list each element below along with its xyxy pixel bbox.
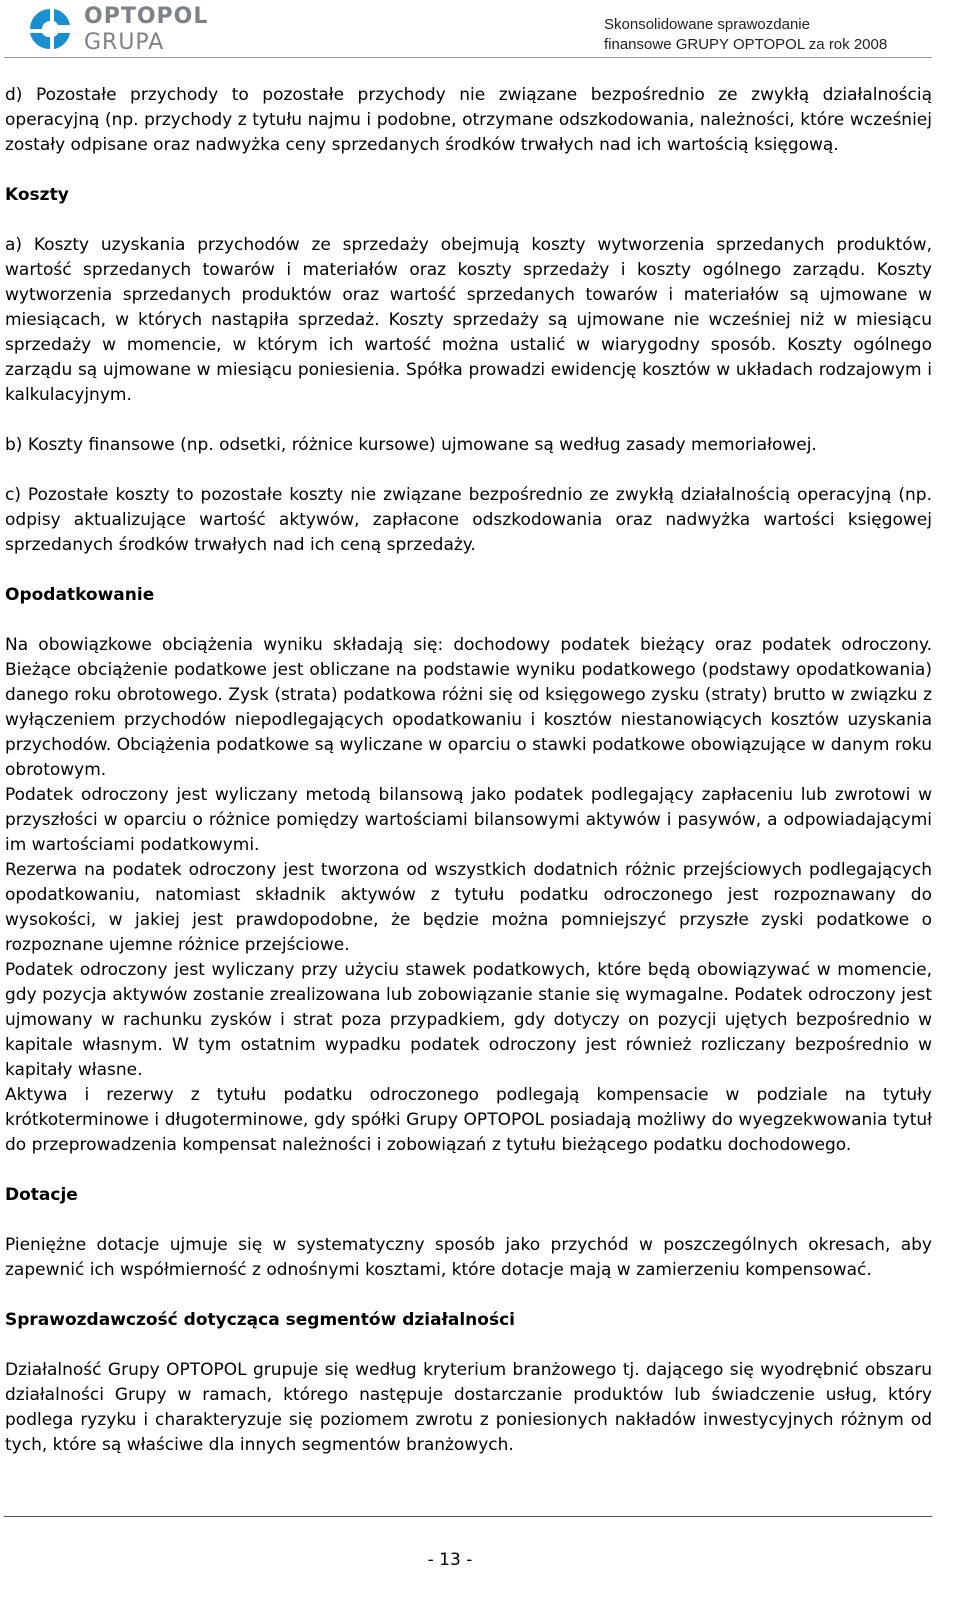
company-logo (26, 3, 226, 55)
section-heading-segments: Sprawozdawczość dotycząca segmentów działalności (5, 1310, 515, 1330)
paragraph-tax-1: Na obowiązkowe obciążenia wyniku składają się: dochodowy podatek bieżący oraz podatek odroczony. Bieżące obciążenie podatkowe jest obliczane na podstawie wyniku podatkowego (podstawy opodatkowania) danego roku obrotowego. Zysk (strata) podatkowa różni się od księgowego zysku (straty) brutto w związku z wyłączeniem przychodów niepodlegających opodatkowaniu i kosztów niestanowiących kosztów uzyskania przychodów. Obciążenia podatkowe są wyliczane w oparciu o stawki podatkowe obowiązujące w danym roku obrotowym. (5, 635, 932, 780)
spacer (5, 558, 932, 583)
spacer (5, 1333, 932, 1358)
paragraph-segments: Działalność Grupy OPTOPOL grupuje się według kryterium branżowego tj. dającego się wyodrębnić obszaru działalności Grupy w ramach, którego następuje dostarczanie produktów lub świadczenie usług, który podlega ryzyku i charakteryzuje się poziomem zwrotu z poniesionych nakładów inwestycyjnych różnym od tych, które są właściwe dla innych segmentów branżowych. (5, 1360, 932, 1455)
header-divider (4, 57, 932, 58)
section-heading-costs: Koszty (5, 185, 69, 205)
spacer (5, 408, 932, 433)
paragraph-tax-4: Podatek odroczony jest wyliczany przy użyciu stawek podatkowych, które będą obowiązywać w momencie, gdy pozycja aktywów zostanie zrealizowana lub zobowiązanie stanie się wymagalne. Podatek odroczony jest ujmowany w rachunku zysków i strat poza przypadkiem, gdy dotyczy on pozycji ujętych bezpośrednio w kapitale własnym. W tym ostatnim wypadku podatek odroczony jest również rozliczany bezpośrednio w kapitały własne. (5, 960, 932, 1080)
spacer (5, 1208, 932, 1233)
paragraph-tax-2: Podatek odroczony jest wyliczany metodą bilansową jako podatek podlegający zapłaceniu lub zwrotowi w przyszłości w oparciu o różnice pomiędzy wartościami bilansowymi aktywów i pasywów, a odpowiadającymi im wartościami podatkowymi. (5, 785, 932, 855)
spacer (5, 1283, 932, 1308)
paragraph-costs-c: c) Pozostałe koszty to pozostałe koszty nie związane bezpośrednio ze zwykłą działalnością operacyjną (np. odpisy aktualizujące wartość aktywów, zapłacone odszkodowania oraz nadwyżka wartości księgowej sprzedanych środków trwałych nad ich ceną sprzedaży. (5, 485, 932, 555)
paragraph-tax-5: Aktywa i rezerwy z tytułu podatku odroczonego podlegają kompensacie w podziale na tytuły krótkoterminowe i długoterminowe, gdy spółki Grupy OPTOPOL posiadają możliwy do wyegzekwowania tytuł do przeprowadzenia kompensat należności i zobowiązań z tytułu bieżącego podatku dochodowego. (5, 1085, 932, 1155)
section-heading-grants: Dotacje (5, 1185, 78, 1205)
spacer (5, 158, 932, 183)
paragraph-grants: Pieniężne dotacje ujmuje się w systematyczny sposób jako przychód w poszczególnych okresach, aby zapewnić ich współmierność z odnośnymi kosztami, które dotacje mają w zamierzeniu kompensować. (5, 1235, 932, 1280)
page-header (0, 0, 960, 62)
page-number: - 13 - (427, 1550, 473, 1570)
spacer (5, 608, 932, 633)
document-body (5, 83, 932, 1458)
logo-subtitle: GRUPA (84, 30, 165, 55)
paragraph-tax-3: Rezerwa na podatek odroczony jest tworzona od wszystkich dodatnich różnic przejściowych podlegających opodatkowaniu, natomiast składnik aktywów z tytułu podatku odroczonego jest rozpoznawany do wysokości, w jakiej jest prawdopodobne, że będzie można pomniejszyć przyszłe zyski podatkowe o rozpoznane ujemne różnice przejściowe. (5, 860, 932, 955)
paragraph-costs-a: a) Koszty uzyskania przychodów ze sprzedaży obejmują koszty wytworzenia sprzedanych produktów, wartość sprzedanych towarów i materiałów oraz koszty sprzedaży i koszty ogólnego zarządu. Koszty wytworzenia sprzedanych produktów oraz wartość sprzedanych towarów i materiałów są ujmowane w miesiącach, w których nastąpiła sprzedaż. Koszty sprzedaży są ujmowane nie wcześniej niż w miesiącu sprzedaży w momencie, w którym ich wartość można ustalić w wiarygodny sposób. Koszty ogólnego zarządu są ujmowane w miesiącu poniesienia. Spółka prowadzi ewidencję kosztów w układach rodzajowym i kalkulacyjnym. (5, 235, 932, 405)
spacer (5, 208, 932, 233)
paragraph-costs-b: b) Koszty finansowe (np. odsetki, różnice kursowe) ujmowane są według zasady memoriałowej. (5, 435, 817, 455)
logo-wordmark: OPTOPOL (84, 4, 209, 29)
spacer (5, 1158, 932, 1183)
paragraph-other-income: d) Pozostałe przychody to pozostałe przychody nie związane bezpośrednio ze zwykłą działalnością operacyjną (np. przychody z tytułu najmu i podobne, otrzymane odszkodowania, należności, które wcześniej zostały odpisane oraz nadwyżka ceny sprzedanych środków trwałych nad ich wartością księgową. (5, 85, 932, 155)
document-title-line-1: Skonsolidowane sprawozdanie (604, 16, 810, 33)
spacer (5, 458, 932, 483)
footer-divider (4, 1516, 932, 1517)
document-title (604, 15, 934, 55)
document-title-line-2: finansowe GRUPY OPTOPOL za rok 2008 (604, 36, 888, 53)
section-heading-taxation: Opodatkowanie (5, 585, 155, 605)
logo-mark-icon (26, 5, 74, 53)
